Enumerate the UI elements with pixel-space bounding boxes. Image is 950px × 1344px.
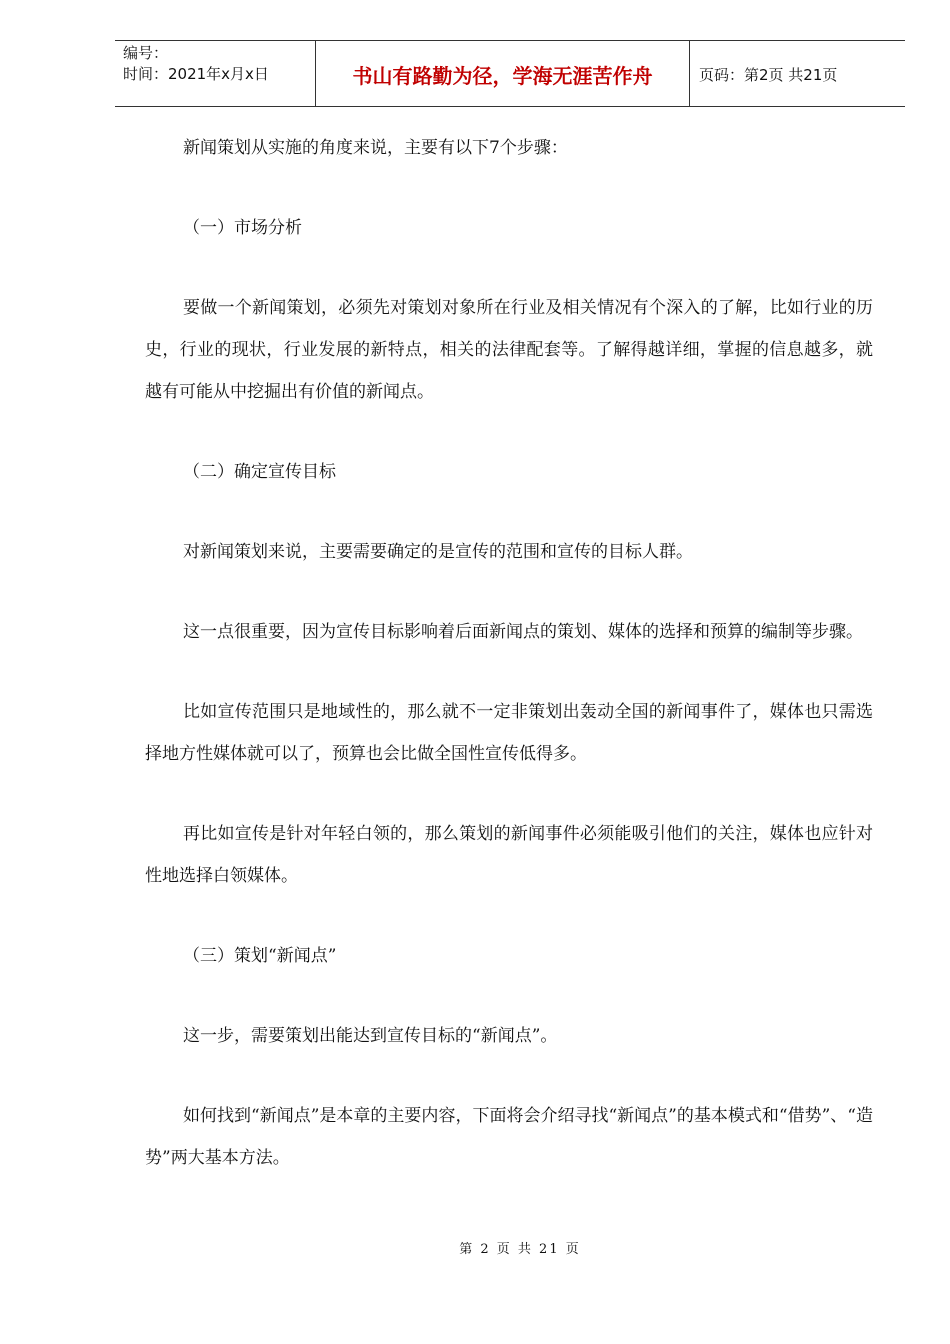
header-motto: 书山有路勤为径，学海无涯苦作舟: [352, 63, 653, 88]
serial-number-label: 编号：: [123, 44, 169, 62]
header-page-info: 页码：第2页 共21页: [699, 65, 838, 84]
paragraph: 这一步，需要策划出能达到宣传目标的“新闻点”。: [183, 1026, 558, 1046]
date-label: 时间：2021年x月x日: [123, 65, 269, 83]
section-heading: （二）确定宣传目标: [183, 462, 336, 482]
paragraph: 这一点很重要，因为宣传目标影响着后面新闻点的策划、媒体的选择和预算的编制等步骤。: [183, 622, 863, 642]
paragraph: 再比如宣传是针对年轻白领的，那么策划的新闻事件必须能吸引他们的关注，媒体也应针对性地选择白领媒体。: [145, 824, 873, 886]
paragraph: 要做一个新闻策划，必须先对策划对象所在行业及相关情况有个深入的了解，比如行业的历史，行业的现状，行业发展的新特点，相关的法律配套等。了解得越详细，掌握的信息越多，就越有可能从中挖掘出有价值的新闻点。: [145, 298, 873, 402]
document-body: [145, 127, 873, 1217]
section-heading: （三）策划“新闻点”: [183, 946, 337, 966]
header-divider: [689, 41, 690, 107]
document-header: [115, 40, 905, 107]
paragraph: 对新闻策划来说，主要需要确定的是宣传的范围和宣传的目标人群。: [183, 542, 693, 562]
paragraph: 比如宣传范围只是地域性的，那么就不一定非策划出轰动全国的新闻事件了，媒体也只需选择地方性媒体就可以了，预算也会比做全国性宣传低得多。: [145, 702, 873, 764]
page-footer: 第 2 页 共 21 页: [459, 1242, 581, 1257]
section-heading: （一）市场分析: [183, 218, 302, 238]
paragraph: 新闻策划从实施的角度来说，主要有以下7个步骤：: [183, 138, 568, 158]
paragraph: 如何找到“新闻点”是本章的主要内容，下面将会介绍寻找“新闻点”的基本模式和“借势”、“造势”两大基本方法。: [145, 1106, 873, 1168]
header-meta: [123, 43, 313, 85]
